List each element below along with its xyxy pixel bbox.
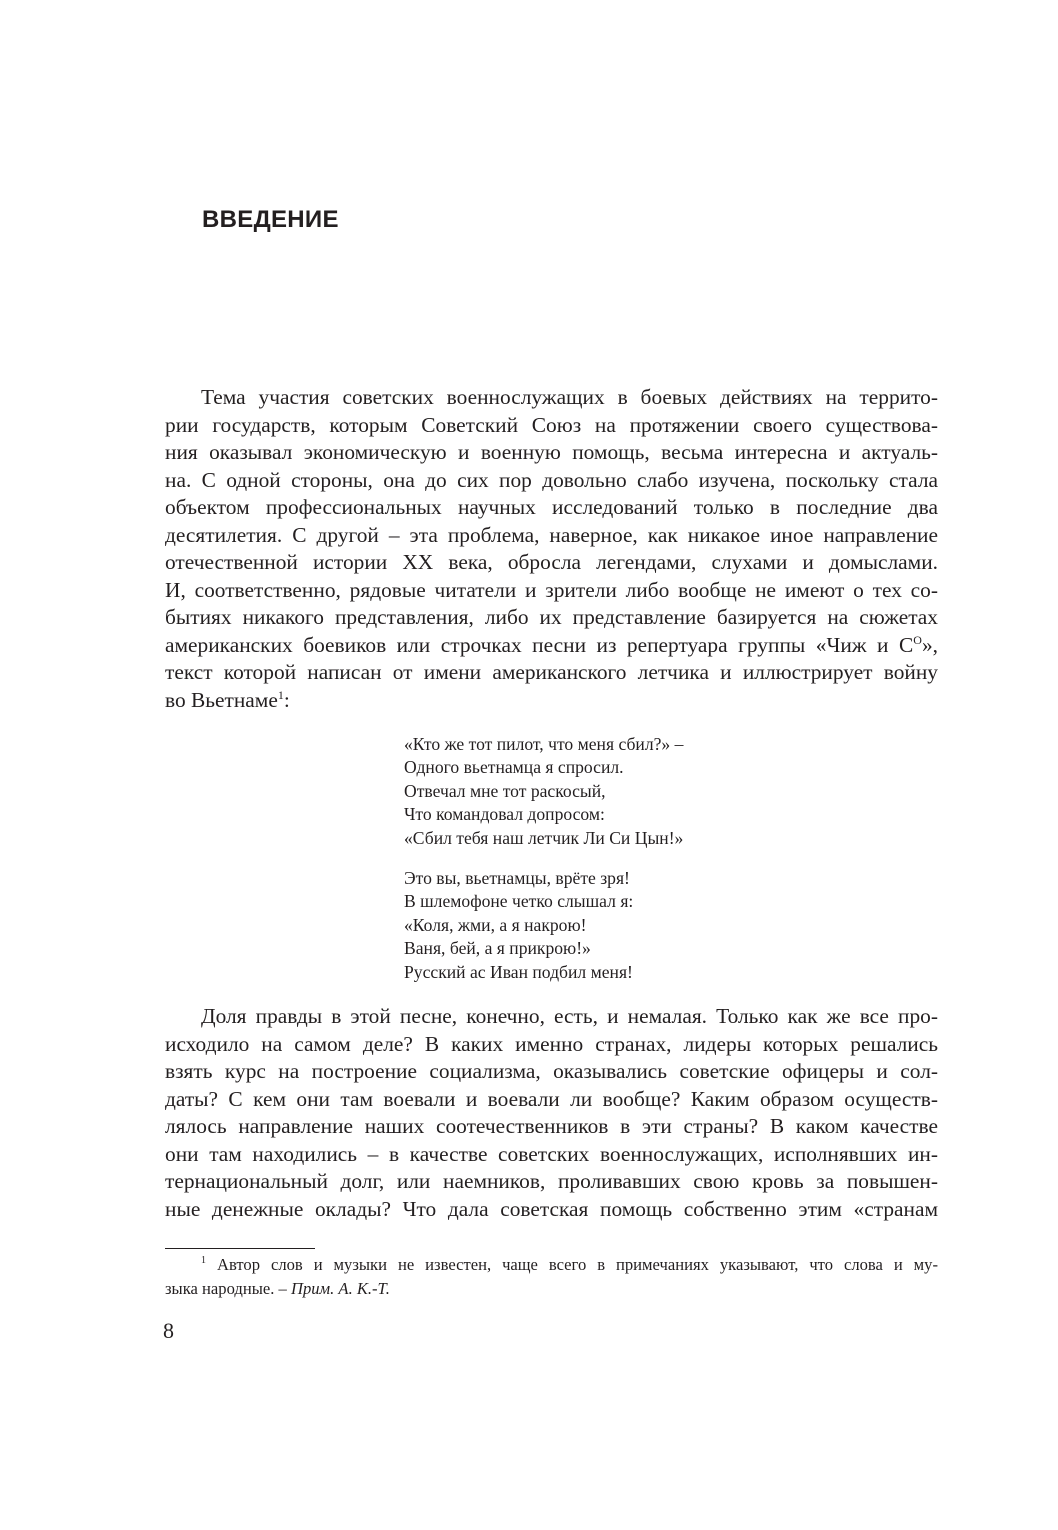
paragraph-line: на. С одной стороны, она до сих пор довольно слабо изучена, поскольку стала	[165, 467, 938, 492]
poem-line: «Кто же тот пилот, что меня сбил?» –	[404, 734, 684, 754]
footnote-reference[interactable]: 1	[277, 687, 284, 702]
paragraph-line: взять курс на построение социализма, оказывались советские офицеры и сол-	[165, 1059, 938, 1083]
superscript-o: О	[913, 632, 922, 647]
footnote-line	[165, 1253, 938, 1277]
paragraph-line: текст которой написан от имени американского летчика и иллюстрирует войну	[165, 660, 938, 684]
poem-stanza-1	[404, 733, 683, 850]
footnote-text: Автор слов и музыки не известен, чаще всего в примечаниях указывают, что слова и му-	[216, 1255, 938, 1274]
paragraph-line: десятилетия. С другой – эта проблема, наверное, как никакое иное направление	[165, 522, 938, 547]
paragraph-line: рии государств, которым Советский Союз на протяжении своего существова-	[165, 412, 938, 437]
poem-line: «Коля, жми, а я накрою!	[404, 914, 587, 935]
poem-stanza-2	[404, 867, 633, 984]
footnote-divider	[165, 1248, 315, 1249]
paragraph-line: ния оказывал экономическую и военную помощь, весьма интересна и актуаль-	[165, 440, 938, 464]
paragraph-line	[165, 687, 938, 715]
poem-line: Это вы, вьетнамцы, врёте зря!	[404, 868, 630, 888]
second-paragraph	[165, 1003, 938, 1223]
poem-line: Отвечал мне тот раскосый,	[404, 780, 606, 801]
paragraph-line: объектом профессиональных научных исследований только в последние два	[165, 495, 938, 519]
paragraph-line: исходило на самом деле? В каких именно странах, лидеры которых решались	[165, 1031, 938, 1056]
paragraph-line: И, соответственно, рядовые читатели и зрители либо вообще не имеют о тех со-	[165, 577, 938, 602]
footnote	[165, 1253, 938, 1300]
poem-line: Одного вьетнамца я спросил.	[404, 757, 624, 778]
paragraph-line: ные денежные оклады? Что дала советская помощь собственно этим «странам	[165, 1196, 938, 1221]
intro-paragraph	[165, 384, 938, 714]
paragraph-line: Доля правды в этой песне, конечно, есть, и немалая. Только как же все про-	[201, 1004, 938, 1028]
paragraph-text: »,	[921, 632, 938, 657]
paragraph-line	[165, 632, 938, 660]
poem-line: «Сбил тебя наш летчик Ли Си Цын!»	[404, 827, 684, 848]
paragraph-line: отечественной истории XX века, обросла легендами, слухами и домыслами.	[165, 550, 938, 574]
poem-line: Что командовал допросом:	[404, 804, 605, 825]
paragraph-line: лялось направление наших соотечественников в эти страны? В каком качестве	[165, 1114, 938, 1138]
paragraph-line: бытиях никакого представления, либо их представление базируется на сюжетах	[165, 605, 938, 629]
footnote-marker: 1	[201, 1255, 206, 1266]
footnote-line	[165, 1277, 938, 1301]
chapter-heading: ВВЕДЕНИЕ	[202, 206, 339, 233]
footnote-attribution: Прим. А. К.-Т.	[290, 1278, 390, 1298]
footnote-text: зыка народные. –	[165, 1278, 291, 1298]
paragraph-text: :	[283, 687, 290, 712]
paragraph-line: Тема участия советских военнослужащих в боевых действиях на террито-	[201, 385, 938, 409]
paragraph-line: тернациональный долг, или наемников, проливавших свою кровь за повышен-	[165, 1169, 938, 1193]
paragraph-text: во Вьетнаме	[165, 687, 278, 712]
paragraph-line: они там находились – в качестве советских военнослужащих, исполнявших ин-	[165, 1141, 938, 1166]
poem-line: Ваня, бей, а я прикрою!»	[404, 938, 591, 959]
poem-line: Русский ас Иван подбил меня!	[404, 961, 633, 982]
paragraph-line: даты? С кем они там воевали и воевали ли вообще? Каким образом осуществ-	[165, 1086, 938, 1111]
paragraph-text: американских боевиков или строчках песни из репертуара группы «Чиж и С	[165, 632, 914, 657]
poem-line: В шлемофоне четко слышал я:	[404, 891, 634, 912]
page-number: 8	[163, 1318, 174, 1343]
